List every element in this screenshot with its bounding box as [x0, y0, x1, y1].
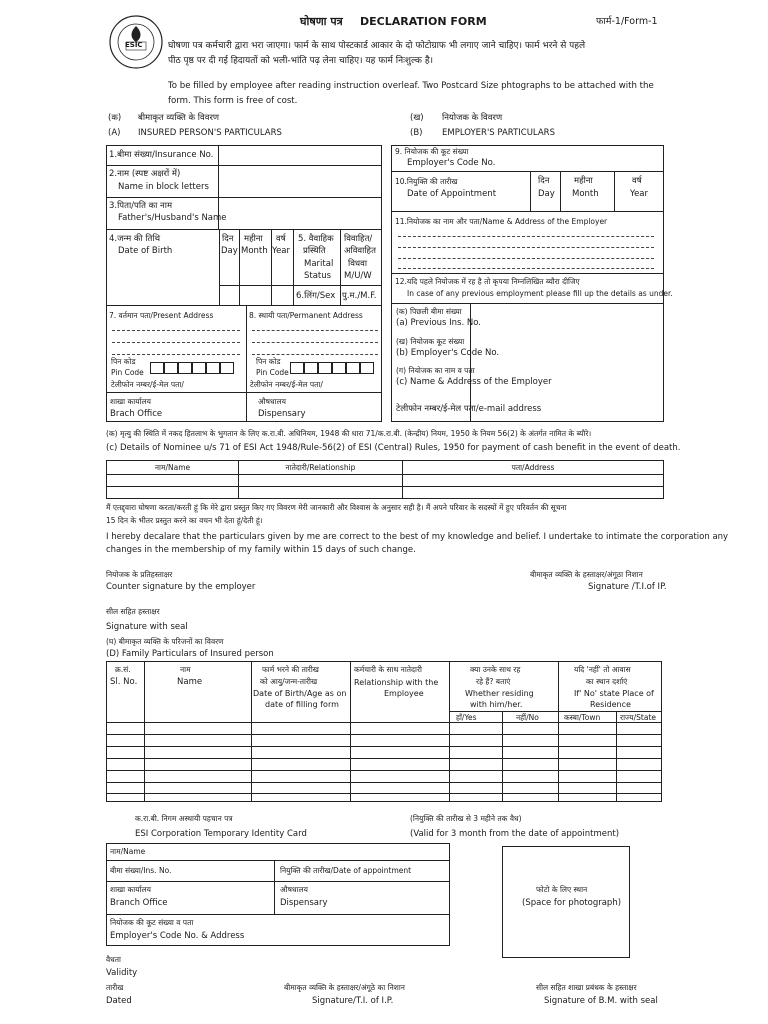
pin-box[interactable]: [360, 362, 374, 374]
present-address-label: 7. वर्तमान पता/Present Address: [109, 311, 214, 320]
family-col-place-hi-2: का स्थान दर्शाएं: [586, 677, 628, 686]
card-disp-en: Dispensary: [280, 898, 328, 908]
card-employer-hi: नियोजक की कूट संख्या व पता: [110, 918, 194, 927]
section-a-title-en: INSURED PERSON'S PARTICULARS: [138, 128, 282, 138]
card-validity-en: (Valid for 3 month from the date of appointment): [410, 829, 620, 839]
permanent-phone-label: टेलीफोन नम्बर/ई-मेल पता/: [250, 380, 323, 389]
section-b-title-hi: नियोजक के विवरण: [442, 113, 503, 123]
prev-code-hi: (ख) नियोजक कूट संख्या: [396, 337, 465, 346]
appt-year-en: Year: [630, 189, 648, 199]
prev-employer-hi: (ग) नियोजक का नाम व पता: [396, 366, 475, 375]
previous-employment-hi: 12.यदि पहले नियोजक में रह है तो कृपया निम्नलिखित ब्यौरा दीजिए: [395, 277, 580, 286]
dated-hi: तारीख: [106, 983, 124, 992]
section-b-letter-hi: (ख): [410, 113, 424, 123]
form-number: फार्म-1/Form-1: [596, 16, 658, 27]
marital-label-en-1: Marital: [304, 259, 334, 269]
appt-day-en: Day: [538, 189, 555, 199]
family-col-no: नहीं/No: [516, 713, 539, 722]
pin-box[interactable]: [192, 362, 206, 374]
family-heading-en: (D) Family Particulars of Insured person: [106, 649, 274, 659]
pin-box[interactable]: [318, 362, 332, 374]
branch-office-hi: शाखा कार्यालय: [110, 397, 151, 406]
pin-box[interactable]: [206, 362, 220, 374]
intro-hindi-2: पीठ पृष्ठ पर दी गई हिदायतों को भली-भांति पढ़ लेना चाहिए। यह फार्म निःशुल्क है।: [168, 56, 434, 66]
card-disp-hi: औषधालय: [280, 885, 308, 894]
card-title-en: ESI Corporation Temporary Identity Card: [135, 829, 307, 839]
family-col-state: राज्य/State: [620, 713, 657, 722]
section-a-letter-en: (A): [108, 128, 121, 138]
dob-year-hi: वर्ष: [276, 234, 286, 244]
pin-box[interactable]: [178, 362, 192, 374]
dob-label-hi: 4.जन्म की तिथि: [109, 234, 161, 244]
card-title-hi: क.रा.बी. निगम अस्थायी पहचान पत्र: [135, 814, 233, 823]
family-col-res-hi-1: क्या उनके साथ रह: [470, 665, 521, 674]
dob-day-hi: दिन: [222, 234, 234, 244]
counter-signature-en: Counter signature by the employer: [106, 582, 256, 592]
family-col-name-hi: नाम: [180, 665, 191, 674]
family-col-rel-en-1: Relationship with the: [354, 678, 439, 687]
card-validity-hi: (नियुक्ति की तारीख से 3 महीने तक वैध): [410, 814, 522, 823]
pin-box[interactable]: [304, 362, 318, 374]
prev-employer-en: (c) Name & Address of the Employer: [396, 377, 552, 387]
family-col-place-en-2: Residence: [590, 700, 631, 709]
seal-signature-hi: सील सहित हस्ताक्षर: [106, 607, 160, 616]
family-col-town: कस्बा/Town: [564, 713, 601, 722]
dob-year-en: Year: [272, 246, 290, 256]
dob-month-en: Month: [241, 246, 268, 256]
permanent-pin-hi: पिन कोड: [256, 357, 281, 366]
bm-sign-en: Signature of B.M. with seal: [544, 996, 658, 1006]
family-col-yes: हाँ/Yes: [456, 713, 477, 722]
employer-code-en: Employer's Code No.: [407, 158, 496, 168]
section-a-letter-hi: (क): [108, 113, 122, 123]
family-col-dob-en-2: date of filling form: [265, 700, 339, 709]
marital-opt-en: M/U/W: [344, 271, 372, 281]
nominee-heading-en: (c) Details of Nominee u/s 71 of ESI Act 1948/Rule-56(2) of ESI (Central) Rules, 1950 for payment of cash benefit in the event of death.: [106, 443, 681, 453]
photo-label-hi: फोटो के लिए स्थान: [536, 885, 588, 894]
nominee-row[interactable]: [107, 475, 664, 487]
declaration-hi-1: मैं एतद्द्वारा घोषणा करता/करती हूं कि मेरे द्वारा प्रस्तुत किए गए विवरण मेरी जानकारी और विश्वास के अनुसार सही है। मैं अपने परिवार के सदस्यों में हुए परिवर्तन की सूचना: [106, 503, 567, 512]
card-ins-label: बीमा संख्या/Ins. No.: [110, 866, 172, 875]
declaration-hi-2: 15 दिन के भीतर प्रस्तुत करने का वचन भी देता हूं/देती हूं।: [106, 516, 263, 525]
appt-day-hi: दिन: [538, 176, 550, 186]
card-branch-en: Branch Office: [110, 898, 168, 908]
name-label-hi: 2.नाम (स्पष्ट अक्षरों में): [109, 169, 181, 179]
ip-sign-en: Signature/T.I. of I.P.: [312, 996, 394, 1006]
branch-office-en: Brach Office: [110, 409, 163, 419]
family-col-rel-hi: कर्मचारी के साथ नातेदारी: [354, 665, 422, 674]
family-col-dob-hi-1: फार्म भरने की तारीख: [262, 665, 319, 674]
marital-opt-1: विवाहित/: [344, 234, 373, 244]
family-col-name-en: Name: [177, 677, 203, 687]
insurance-no-label: 1.बीमा संख्या/Insurance No.: [109, 150, 214, 160]
dated-en: Dated: [106, 996, 132, 1006]
present-pin-en: Pin Code: [111, 368, 144, 377]
dispensary-en: Dispensary: [258, 409, 306, 419]
ip-signature-en: Signature /T.I.of IP.: [588, 582, 667, 592]
prev-ins-hi: (क) पिछली बीमा संख्या: [396, 307, 462, 316]
appt-month-hi: महीना: [574, 176, 593, 186]
sex-label: 6.लिंग/Sex: [296, 291, 336, 301]
family-heading-hi: (घ) बीमाकृत व्यक्ति के परिजनों का विवरण: [106, 637, 224, 646]
appt-year-hi: वर्ष: [632, 176, 642, 186]
card-name-label: नाम/Name: [110, 847, 146, 856]
logo-text: ESIC: [125, 41, 143, 49]
family-col-dob-hi-2: को आयु/जन्म-तारीख: [260, 677, 318, 686]
family-col-res-en-1: Whether residing: [465, 689, 534, 698]
marital-label-hi-2: प्रस्थिति: [303, 246, 326, 256]
card-doa-label: नियुक्ति की तारीख/Date of appointment: [280, 866, 412, 875]
present-pin-hi: पिन कोड: [111, 357, 136, 366]
family-col-place-en-1: If' No' state Place of: [574, 689, 654, 698]
dob-day-en: Day: [221, 246, 238, 256]
pin-box[interactable]: [290, 362, 304, 374]
name-label-en: Name in block letters: [118, 182, 209, 192]
pin-box[interactable]: [220, 362, 234, 374]
insurance-no-field[interactable]: [220, 147, 380, 164]
appointment-date-en: Date of Appointment: [407, 189, 497, 199]
permanent-pin-en: Pin Code: [256, 368, 289, 377]
dispensary-hi: औषधालय: [258, 397, 286, 406]
title-hindi: घोषणा पत्र: [300, 15, 343, 28]
dob-month-hi: महीना: [244, 234, 263, 244]
nominee-heading-hi: (क) मृत्यु की स्थिति में नकद हितलाभ के भुगतान के लिए क.रा.बी. अधिनियम, 1948 की धारा 71/क.रा.बी. (केन्द्रीय) नियम, 1950 के नियम 56(2) के अंतर्गत नामित के ब्यौरे।: [106, 429, 592, 438]
pin-box[interactable]: [346, 362, 360, 374]
section-b-letter-en: (B): [410, 128, 423, 138]
marital-opt-3: विधवा: [348, 259, 368, 269]
bm-sign-hi: सील सहित शाखा प्रबंधक के हस्ताक्षर: [536, 983, 637, 992]
intro-english-1: To be filled by employee after reading instruction overleaf. Two Postcard Size phtographs to be attached with the: [168, 81, 654, 91]
esic-logo: [108, 14, 164, 70]
nominee-col-name: नाम/Name: [154, 462, 191, 472]
validity-en: Validity: [106, 968, 138, 978]
appt-month-en: Month: [572, 189, 599, 199]
card-branch-hi: शाखा कार्यालय: [110, 885, 151, 894]
counter-signature-hi: नियोजक के प्रतिहस्ताक्षर: [106, 570, 173, 579]
permanent-address-label: 8. स्थायी पता/Permanent Address: [249, 311, 363, 320]
family-col-sl-en: Sl. No.: [110, 677, 138, 687]
father-name-label-hi: 3.पिता/पति का नाम: [109, 201, 173, 211]
intro-hindi-1: घोषणा पत्र कर्मचारी द्वारा भरा जाएगा। फार्म के साथ पोस्टकार्ड आकार के दो फोटोग्राफ भी लगाए जाने चाहिए। फार्म भरने से पहले: [168, 41, 586, 51]
family-col-rel-en-2: Employee: [384, 689, 424, 698]
nominee-table: [106, 460, 664, 499]
family-col-place-hi-1: यदि 'नहीं' तो आवास: [574, 665, 631, 674]
ip-signature-hi: बीमाकृत व्यक्ति के हस्ताक्षर/अंगूठा निशान: [530, 570, 643, 579]
pin-box[interactable]: [164, 362, 178, 374]
card-employer-en: Employer's Code No. & Address: [110, 931, 245, 941]
employer-name-address-label: 11.नियोजक का नाम और पता/Name & Address of the Employer: [395, 217, 608, 226]
family-col-sl-hi: क्र.सं.: [115, 665, 131, 674]
marital-opt-2: अविवाहित: [344, 246, 376, 256]
employer-code-hi: 9. नियोजक की कूट संख्या: [395, 147, 469, 156]
father-name-label-en: Father's/Husband's Name: [118, 213, 227, 223]
title-english: DECLARATION FORM: [360, 15, 487, 28]
nominee-col-relationship: नातेदारी/Relationship: [285, 462, 356, 472]
seal-signature-en: Signature with seal: [106, 622, 188, 632]
ip-sign-hi: बीमाकृत व्यक्ति के हस्ताक्षर/अंगूठे का निशान: [284, 983, 405, 992]
father-name-field[interactable]: [220, 199, 380, 228]
nominee-col-address: पता/Address: [511, 462, 555, 472]
prev-ins-en: (a) Previous Ins. No.: [396, 318, 482, 328]
declaration-en-2: changes in the membership of my family within 15 days of such change.: [106, 545, 416, 555]
appointment-date-hi: 10.नियुक्ति की तारीख: [395, 177, 458, 186]
present-phone-label: टेलीफोन नम्बर/ई-मेल पता/: [111, 380, 184, 389]
family-col-dob-en-1: Date of Birth/Age as on: [253, 689, 347, 698]
marital-label-en-2: Status: [304, 271, 332, 281]
photo-label-en: (Space for photograph): [522, 898, 622, 908]
marital-label-hi-1: 5. वैवाहिक: [298, 234, 334, 244]
prev-code-en: (b) Employer's Code No.: [396, 348, 500, 358]
section-b-title-en: EMPLOYER'S PARTICULARS: [442, 128, 555, 138]
previous-employment-en: In case of any previous employment please fill up the details as under.: [407, 289, 673, 298]
pin-box[interactable]: [150, 362, 164, 374]
family-col-res-hi-2: रहे हैं? बताएं: [476, 677, 511, 686]
prev-email-label: टेलीफोन नम्बर/ई-मेल पता/e-mail address: [396, 404, 542, 414]
section-a-title-hi: बीमाकृत व्यक्ति के विवरण: [138, 113, 220, 123]
pin-box[interactable]: [332, 362, 346, 374]
sex-options: पु.म./M.F.: [342, 291, 377, 301]
validity-hi: वैधता: [106, 955, 121, 964]
dob-label-en: Date of Birth: [118, 246, 173, 256]
nominee-row[interactable]: [107, 487, 664, 499]
declaration-en-1: I hereby decalare that the particulars given by me are correct to the best of my knowledge and belief. I undertake to intimate the corporation any: [106, 532, 729, 542]
name-field[interactable]: [220, 167, 380, 196]
family-col-res-en-2: with him/her.: [470, 700, 523, 709]
intro-english-2: form. This form is free of cost.: [168, 96, 298, 106]
